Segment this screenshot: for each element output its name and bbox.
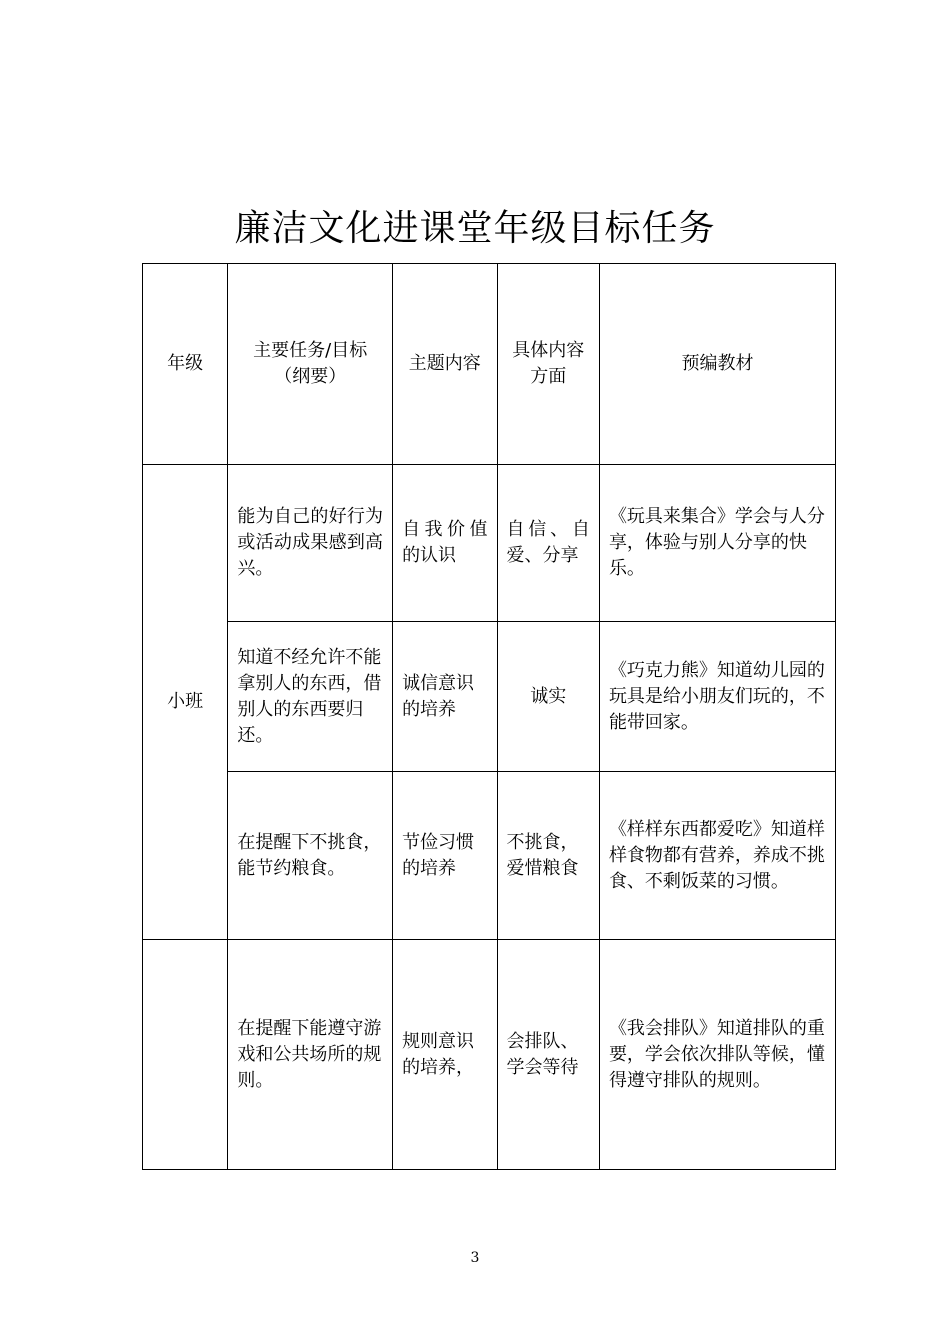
theme-cell: 诚信意识的培养 bbox=[393, 622, 497, 772]
theme-cell: 规则意识的培养， bbox=[393, 940, 497, 1170]
theme-cell: 节俭习惯的培养 bbox=[393, 772, 497, 940]
grade-cell bbox=[143, 940, 228, 1170]
goal-table bbox=[142, 263, 836, 1170]
table-row bbox=[143, 772, 836, 940]
theme-cell: 自我价值的认识 bbox=[393, 465, 497, 622]
aspect-cell: 不挑食，爱惜粮食 bbox=[497, 772, 599, 940]
aspect-cell: 会排队、学会等待 bbox=[497, 940, 599, 1170]
page-number: 3 bbox=[470, 1250, 480, 1266]
table-row bbox=[143, 940, 836, 1170]
material-cell: 《巧克力熊》知道幼儿园的玩具是给小朋友们玩的，不能带回家。 bbox=[599, 622, 835, 772]
header-task-line2: （纲要） bbox=[274, 366, 347, 387]
header-theme: 主题内容 bbox=[393, 264, 497, 465]
task-cell: 在提醒下能遵守游戏和公共场所的规则。 bbox=[228, 940, 393, 1170]
material-cell: 《样样东西都爱吃》知道样样食物都有营养，养成不挑食、不剩饭菜的习惯。 bbox=[599, 772, 835, 940]
aspect-cell: 自信、自爱、分享 bbox=[497, 465, 599, 622]
table-row bbox=[143, 622, 836, 772]
aspect-cell: 诚实 bbox=[497, 622, 599, 772]
header-grade: 年级 bbox=[143, 264, 228, 465]
task-cell: 知道不经允许不能拿别人的东西，借别人的东西要归还。 bbox=[228, 622, 393, 772]
task-cell: 能为自己的好行为或活动成果感到高兴。 bbox=[228, 465, 393, 622]
header-material: 预编教材 bbox=[599, 264, 835, 465]
table-row bbox=[143, 465, 836, 622]
header-task bbox=[228, 264, 393, 465]
page-title: 廉洁文化进课堂年级目标任务 bbox=[234, 208, 716, 249]
material-cell: 《我会排队》知道排队的重要，学会依次排队等候，懂得遵守排队的规则。 bbox=[599, 940, 835, 1170]
table-header-row bbox=[143, 264, 836, 465]
header-aspect-line1: 具体内容 bbox=[512, 340, 585, 361]
header-task-line1: 主要任务/目标 bbox=[253, 340, 368, 361]
grade-cell: 小班 bbox=[143, 465, 228, 940]
header-aspect bbox=[497, 264, 599, 465]
material-cell: 《玩具来集合》学会与人分享，体验与别人分享的快乐。 bbox=[599, 465, 835, 622]
header-aspect-line2: 方面 bbox=[530, 366, 567, 387]
task-cell: 在提醒下不挑食，能节约粮食。 bbox=[228, 772, 393, 940]
